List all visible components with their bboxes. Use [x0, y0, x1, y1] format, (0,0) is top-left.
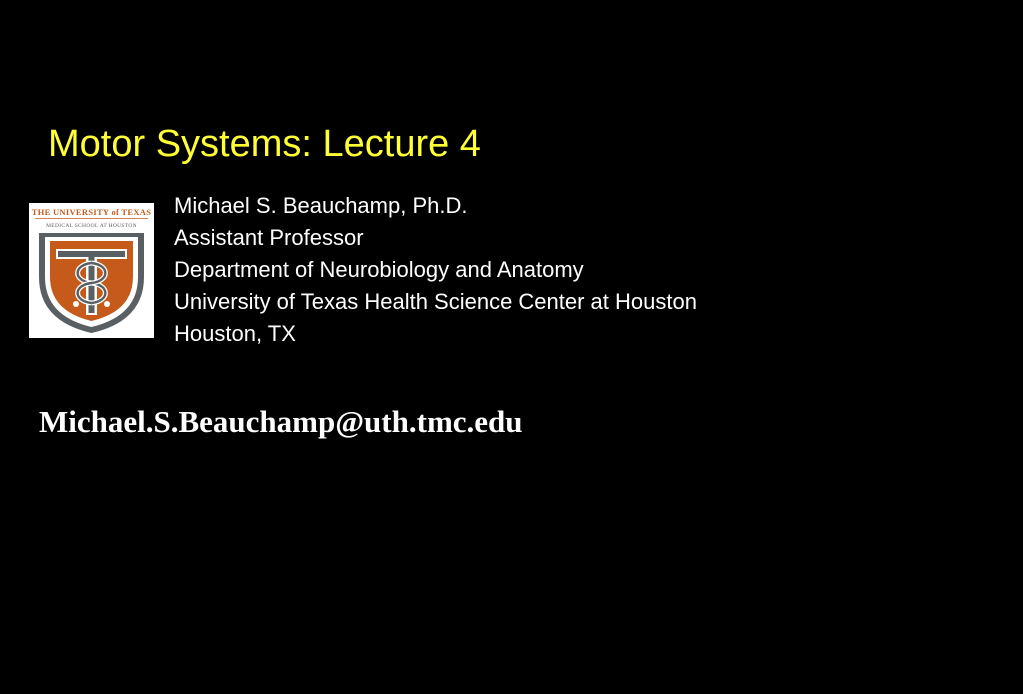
- university-logo: [29, 203, 154, 338]
- svg-text:THE UNIVERSITY of TEXAS: THE UNIVERSITY of TEXAS: [31, 207, 152, 217]
- author-name: Michael S. Beauchamp, Ph.D.: [174, 193, 468, 218]
- slide-title: Motor Systems: Lecture 4: [48, 123, 481, 165]
- uthealth-seal-icon: [29, 203, 154, 338]
- svg-text:MEDICAL SCHOOL AT HOUSTON: MEDICAL SCHOOL AT HOUSTON: [46, 223, 137, 229]
- author-email[interactable]: Michael.S.Beauchamp@uth.tmc.edu: [39, 404, 523, 439]
- author-info: [174, 192, 754, 352]
- author-institution: University of Texas Health Science Center at Houston: [174, 289, 697, 314]
- author-department: Department of Neurobiology and Anatomy: [174, 257, 584, 282]
- author-location: Houston, TX: [174, 321, 296, 346]
- author-position: Assistant Professor: [174, 225, 364, 250]
